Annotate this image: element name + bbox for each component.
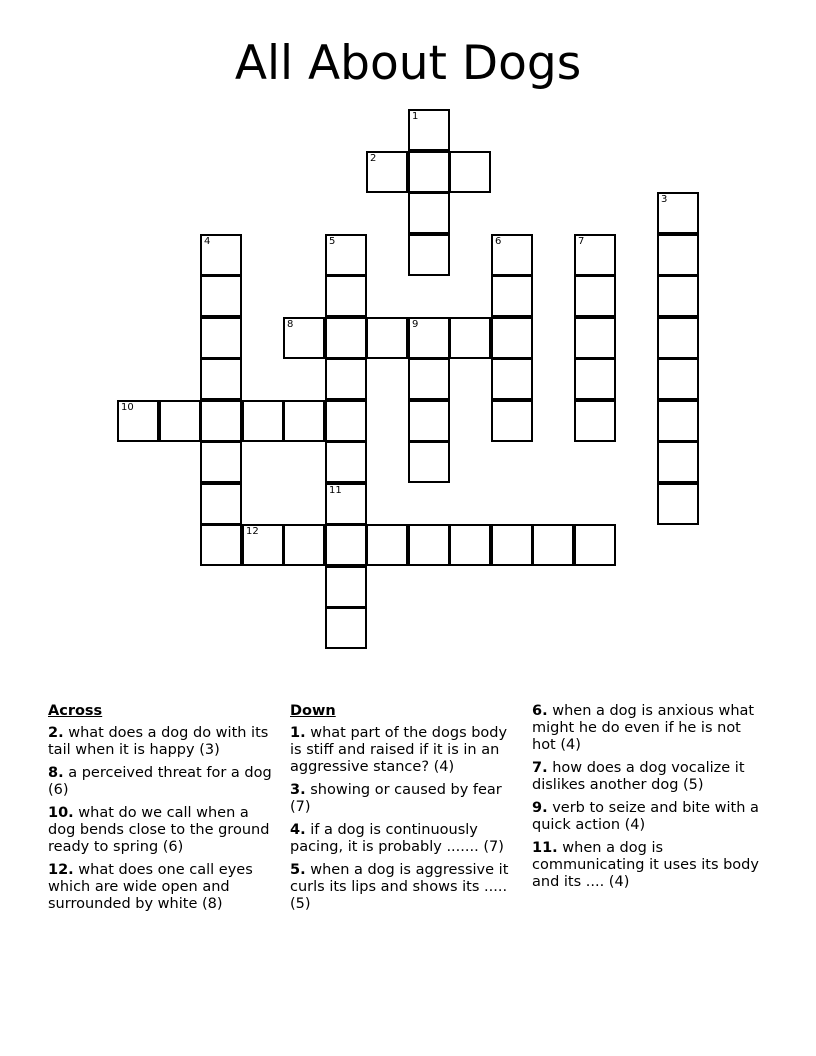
clue-number: 1. [290,725,306,741]
grid-cell[interactable] [283,400,325,442]
grid-cell[interactable] [532,524,574,566]
grid-cell[interactable] [366,524,408,566]
clue-across-10 [48,805,280,856]
grid-cell[interactable] [657,234,699,276]
clue-text: a perceived threat for a dog (6) [48,765,272,798]
clue-across-12 [48,862,280,913]
clue-number: 4. [290,822,306,838]
grid-cell[interactable] [325,358,367,400]
clue-down-1 [290,725,512,776]
grid-cell[interactable] [408,317,450,359]
grid-cell[interactable] [657,275,699,317]
grid-cell[interactable] [325,607,367,649]
clue-across-2 [48,725,280,759]
grid-cell[interactable] [491,524,533,566]
grid-cell[interactable] [283,524,325,566]
clue-number: 6. [532,703,548,719]
grid-cell[interactable] [449,524,491,566]
grid-cell[interactable] [325,483,367,525]
clue-number: 10. [48,805,74,821]
clue-number: 3. [290,782,306,798]
down-clues-continued [532,703,764,897]
clue-text: how does a dog vocalize it dislikes another dog (5) [532,760,745,793]
clue-number: 5. [290,862,306,878]
grid-cell[interactable] [657,400,699,442]
grid-cell[interactable] [574,524,616,566]
grid-cell[interactable] [657,192,699,234]
clue-text: verb to seize and bite with a quick action (4) [532,800,759,833]
grid-cell[interactable] [657,441,699,483]
grid-cell[interactable] [574,358,616,400]
grid-cell[interactable] [325,400,367,442]
cell-number: 2 [370,153,377,164]
grid-cell[interactable] [574,234,616,276]
cell-number: 10 [121,402,134,413]
clue-number: 11. [532,840,558,856]
grid-cell[interactable] [200,483,242,525]
clue-down-3 [290,782,512,816]
grid-cell[interactable] [449,151,491,193]
clue-number: 12. [48,862,74,878]
clue-text: when a dog is communicating it uses its body and its .... (4) [532,840,759,890]
grid-cell[interactable] [657,358,699,400]
puzzle-title: All About Dogs [234,36,582,91]
down-clues [290,703,512,919]
clue-text: what do we call when a dog bends close to the ground ready to spring (6) [48,805,270,855]
grid-cell[interactable] [325,524,367,566]
clue-number: 2. [48,725,64,741]
grid-cell[interactable] [408,192,450,234]
grid-cell[interactable] [657,317,699,359]
clue-text: if a dog is continuously pacing, it is probably ....... (7) [290,822,504,855]
cell-number: 11 [329,485,342,496]
cell-number: 7 [578,236,585,247]
cell-number: 6 [495,236,502,247]
grid-cell[interactable] [200,358,242,400]
grid-cell[interactable] [366,317,408,359]
cell-number: 3 [661,194,668,205]
clue-text: when a dog is anxious what might he do even if he is not hot (4) [532,703,755,753]
clue-text: what does a dog do with its tail when it is happy (3) [48,725,269,758]
cell-number: 12 [246,526,259,537]
cell-number: 1 [412,111,419,122]
clue-number: 7. [532,760,548,776]
grid-cell[interactable] [408,400,450,442]
grid-cell[interactable] [242,400,284,442]
grid-cell[interactable] [491,317,533,359]
grid-cell[interactable] [491,400,533,442]
clue-down-6 [532,703,764,754]
grid-cell[interactable] [325,275,367,317]
grid-cell[interactable] [491,358,533,400]
clue-down-7 [532,760,764,794]
grid-cell[interactable] [200,441,242,483]
clue-down-9 [532,800,764,834]
clue-down-11 [532,840,764,891]
clue-down-5 [290,862,512,913]
grid-cell[interactable] [574,317,616,359]
grid-cell[interactable] [657,483,699,525]
grid-cell[interactable] [491,275,533,317]
grid-cell[interactable] [408,441,450,483]
clue-text: what does one call eyes which are wide open and surrounded by white (8) [48,862,253,912]
clue-text: when a dog is aggressive it curls its lips and shows its ..... (5) [290,862,509,912]
grid-cell[interactable] [408,234,450,276]
grid-cell[interactable] [117,400,159,442]
grid-cell[interactable] [408,109,450,151]
grid-cell[interactable] [242,524,284,566]
clue-number: 9. [532,800,548,816]
grid-cell[interactable] [200,400,242,442]
clue-across-8 [48,765,280,799]
grid-cell[interactable] [200,234,242,276]
grid-cell[interactable] [325,566,367,608]
cell-number: 9 [412,319,419,330]
cell-number: 8 [287,319,294,330]
grid-cell[interactable] [325,234,367,276]
clue-down-4 [290,822,512,856]
grid-cell[interactable] [491,234,533,276]
grid-cell[interactable] [574,400,616,442]
grid-cell[interactable] [283,317,325,359]
across-clues [48,703,280,919]
grid-cell[interactable] [200,317,242,359]
clue-number: 8. [48,765,64,781]
down-heading: Down [290,703,336,719]
grid-cell[interactable] [574,275,616,317]
grid-cell[interactable] [200,275,242,317]
grid-cell[interactable] [408,358,450,400]
grid-cell[interactable] [366,151,408,193]
clue-text: what part of the dogs body is stiff and raised if it is in an aggressive stance? (4) [290,725,508,775]
cell-number: 4 [204,236,211,247]
grid-cell[interactable] [449,317,491,359]
grid-cell[interactable] [159,400,201,442]
grid-cell[interactable] [325,317,367,359]
cell-number: 5 [329,236,336,247]
across-heading: Across [48,703,103,719]
clue-text: showing or caused by fear (7) [290,782,502,815]
grid-cell[interactable] [408,151,450,193]
grid-cell[interactable] [325,441,367,483]
grid-cell[interactable] [200,524,242,566]
grid-cell[interactable] [408,524,450,566]
